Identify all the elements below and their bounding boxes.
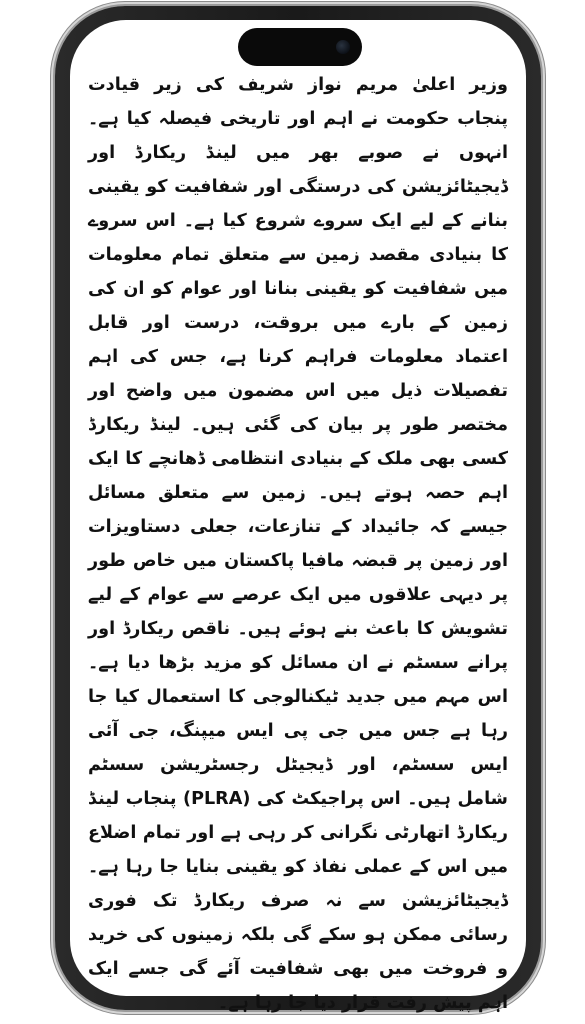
power-button[interactable] [541, 290, 546, 390]
article-body: وزیر اعلیٰ مریم نواز شریف کی زیر قیادت پنجاب حکومت نے اہم اور تاریخی فیصلہ کیا ہے۔ انہوں نے صوبے بھر میں لینڈ ریکارڈ اور ڈیجیٹائزیشن کی درستگی اور شفافیت کو یقینی بنانے کے لیے ایک سروے شروع کیا ہے۔ اس سروے کا بنیادی مقصد زمین سے متعلق تمام معلومات میں شفافیت کو یقینی بنانا اور عوام کو ان کی زمین کے بارے میں بروقت، درست اور قابل اعتماد معلومات فراہم کرنا ہے، جس کی اہم تفصیلات ذیل میں اس مضمون میں واضح اور مختصر طور پر بیان کی گئی ہیں۔ لینڈ ریکارڈ کسی بھی ملک کے بنیادی انتظامی ڈھانچے کا ایک اہم حصہ ہوتے ہیں۔ زمین سے متعلق مسائل جیسے کہ جائیداد کے تنازعات، جعلی دستاویزات اور زمین پر قبضہ مافیا پاکستان میں خاص طور پر دیہی علاقوں میں ایک عرصے سے عوام کے لیے تشویش کا باعث بنے ہوئے ہیں۔ ناقص ریکارڈ اور پرانے سسٹم نے ان مسائل کو مزید بڑھا دیا ہے۔ اس مہم میں جدید ٹیکنالوجی کا استعمال کیا جا رہا ہے جس میں جی پی ایس میپنگ، جی آئی ایس سسٹم، اور ڈیجیٹل رجسٹریشن سسٹم شامل ہیں۔ اس پراجیکٹ کی (PLRA) پنجاب لینڈ ریکارڈ اتھارٹی نگرانی کر رہی ہے اور تمام اضلاع میں اس کے عملی نفاذ کو یقینی بنایا جا رہا ہے۔ ڈیجیٹائزیشن سے نہ صرف ریکارڈ تک فوری رسائی ممکن ہو سکے گی بلکہ زمینوں کی خرید و فروخت میں بھی شفافیت آئے گی جسے ایک اہم پیش رفت قرار دیا جا رہا ہے۔ [88, 75, 508, 1013]
phone-screen [70, 20, 526, 1013]
front-camera-icon [336, 40, 350, 54]
dynamic-island [238, 28, 362, 66]
